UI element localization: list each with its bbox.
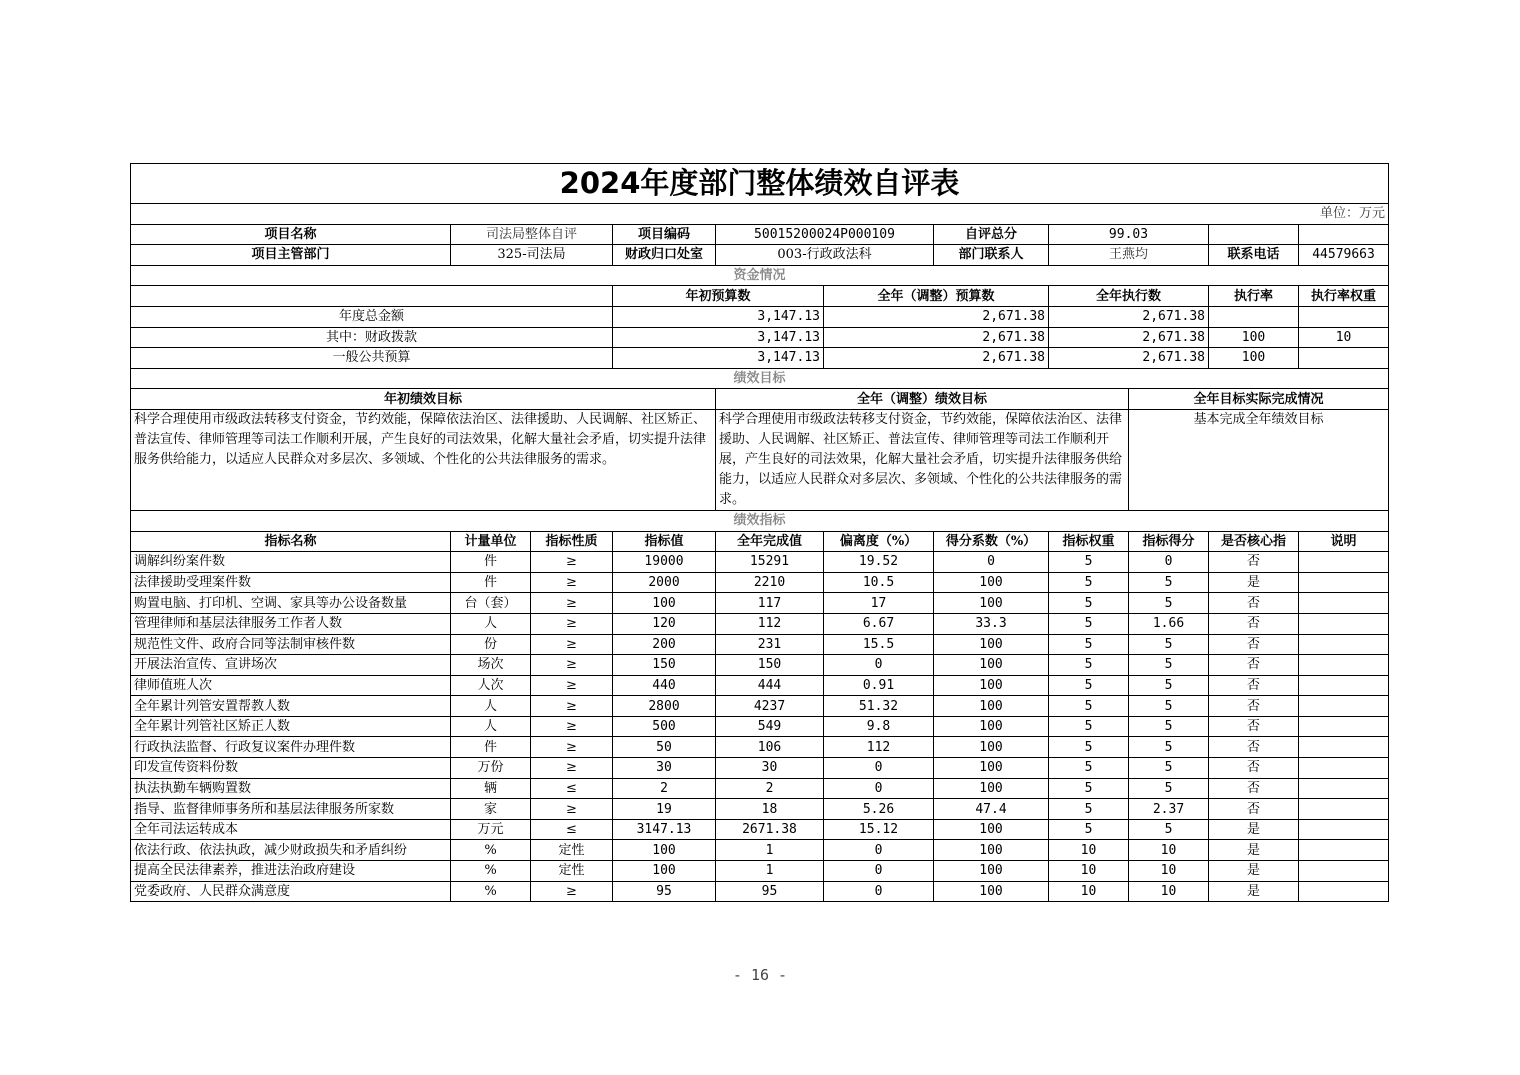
indicator-score: 10 [1129,881,1209,902]
indicator-unit: % [451,881,531,902]
indicator-score: 5 [1129,655,1209,676]
indicator-core: 否 [1209,593,1299,614]
indicator-coefficient: 100 [934,840,1049,861]
indicator-score: 5 [1129,572,1209,593]
indicator-core: 否 [1209,716,1299,737]
indicator-name: 指导、监督律师事务所和基层法律服务所家数 [131,799,451,820]
indicator-row [131,716,1389,737]
indicators-header: 指标名称 [131,531,451,552]
indicator-deviation: 0 [824,758,934,779]
indicator-name: 全年累计列管社区矫正人数 [131,716,451,737]
indicator-nature: ≥ [531,716,613,737]
indicator-target: 100 [613,840,716,861]
indicators-header: 全年完成值 [716,531,824,552]
indicator-coefficient: 100 [934,778,1049,799]
indicator-core: 否 [1209,552,1299,573]
indicator-nature: 定性 [531,861,613,882]
funds-executed: 2,671.38 [1049,327,1209,348]
indicator-coefficient: 100 [934,819,1049,840]
indicator-target: 19000 [613,552,716,573]
indicator-nature: ≥ [531,655,613,676]
indicator-weight: 5 [1049,552,1129,573]
indicator-name: 全年累计列管安置帮教人数 [131,696,451,717]
indicator-row [131,696,1389,717]
indicators-section-row [131,510,1389,531]
indicator-score: 5 [1129,819,1209,840]
indicator-score: 1.66 [1129,613,1209,634]
indicator-weight: 5 [1049,593,1129,614]
indicator-actual: 117 [716,593,824,614]
indicator-deviation: 0 [824,861,934,882]
funds-executed: 2,671.38 [1049,348,1209,369]
indicator-unit: 万份 [451,758,531,779]
funds-header: 执行率权重 [1299,286,1389,307]
indicator-unit: 件 [451,552,531,573]
indicator-note [1299,758,1389,779]
goals-section-row [131,368,1389,389]
indicator-name: 全年司法运转成本 [131,819,451,840]
indicator-target: 100 [613,861,716,882]
indicator-deviation: 0 [824,840,934,861]
indicator-target: 500 [613,716,716,737]
phone-label: 联系电话 [1209,245,1299,266]
indicator-weight: 5 [1049,634,1129,655]
indicator-target: 19 [613,799,716,820]
indicator-target: 2 [613,778,716,799]
indicator-note [1299,799,1389,820]
indicators-header: 是否核心指 [1209,531,1299,552]
indicator-row [131,655,1389,676]
indicator-name: 调解纠纷案件数 [131,552,451,573]
indicator-score: 10 [1129,861,1209,882]
goals-header-row [131,389,1389,410]
indicator-score: 0 [1129,552,1209,573]
goals-adjusted-header: 全年（调整）绩效目标 [716,389,1129,410]
contact-label: 部门联系人 [934,245,1049,266]
project-name-label: 项目名称 [131,224,451,245]
indicators-header: 指标值 [613,531,716,552]
indicator-note [1299,881,1389,902]
indicator-core: 否 [1209,758,1299,779]
funds-rate: 100 [1209,348,1299,369]
funds-header: 全年（调整）预算数 [824,286,1049,307]
indicator-name: 执法执勤车辆购置数 [131,778,451,799]
page-title: 2024年度部门整体绩效自评表 [131,164,1389,204]
indicator-nature: ≥ [531,758,613,779]
indicator-name: 党委政府、人民群众满意度 [131,881,451,902]
indicator-weight: 5 [1049,675,1129,696]
total-score-label: 自评总分 [934,224,1049,245]
indicator-weight: 10 [1049,881,1129,902]
indicator-core: 是 [1209,572,1299,593]
indicator-row [131,861,1389,882]
indicator-row [131,634,1389,655]
indicator-core: 否 [1209,778,1299,799]
indicator-weight: 5 [1049,819,1129,840]
indicator-unit: 人 [451,716,531,737]
funds-header: 执行率 [1209,286,1299,307]
indicator-row [131,593,1389,614]
indicator-deviation: 15.12 [824,819,934,840]
indicator-weight: 5 [1049,737,1129,758]
indicator-actual: 150 [716,655,824,676]
indicator-row [131,613,1389,634]
indicator-deviation: 0.91 [824,675,934,696]
indicator-target: 150 [613,655,716,676]
indicator-nature: ≥ [531,696,613,717]
indicator-note [1299,861,1389,882]
indicators-header: 指标性质 [531,531,613,552]
indicator-weight: 5 [1049,778,1129,799]
indicators-header: 计量单位 [451,531,531,552]
indicator-note [1299,552,1389,573]
funds-adjusted: 2,671.38 [824,327,1049,348]
indicator-unit: % [451,840,531,861]
indicator-target: 440 [613,675,716,696]
funds-weight [1299,348,1389,369]
performance-table [130,163,1389,902]
indicator-note [1299,819,1389,840]
indicator-row [131,881,1389,902]
finance-label: 财政归口处室 [613,245,716,266]
indicator-core: 否 [1209,737,1299,758]
indicators-header: 指标权重 [1049,531,1129,552]
indicator-nature: ≥ [531,634,613,655]
indicator-score: 5 [1129,716,1209,737]
total-score-value: 99.03 [1049,224,1209,245]
indicator-coefficient: 100 [934,737,1049,758]
indicator-target: 50 [613,737,716,758]
indicator-score: 10 [1129,840,1209,861]
indicator-note [1299,593,1389,614]
indicator-core: 否 [1209,655,1299,676]
indicator-coefficient: 100 [934,675,1049,696]
indicator-unit: 件 [451,572,531,593]
indicators-header: 偏离度（%） [824,531,934,552]
indicator-unit: 人次 [451,675,531,696]
indicator-row [131,572,1389,593]
indicator-unit: 台（套） [451,593,531,614]
indicator-deviation: 6.67 [824,613,934,634]
info-row-2 [131,245,1389,266]
indicator-row [131,819,1389,840]
goals-initial-header: 年初绩效目标 [131,389,716,410]
indicator-target: 200 [613,634,716,655]
funds-row-name: 一般公共预算 [131,348,613,369]
indicator-nature: ≥ [531,675,613,696]
indicator-core: 否 [1209,675,1299,696]
indicator-unit: 场次 [451,655,531,676]
indicator-unit: 件 [451,737,531,758]
info-row-1 [131,224,1389,245]
funds-section-title: 资金情况 [131,265,1389,286]
indicator-actual: 106 [716,737,824,758]
indicator-coefficient: 0 [934,552,1049,573]
indicator-target: 30 [613,758,716,779]
dept-label: 项目主管部门 [131,245,451,266]
indicator-nature: ≥ [531,613,613,634]
indicator-deviation: 19.52 [824,552,934,573]
indicator-weight: 5 [1049,716,1129,737]
page-number: - 16 - [732,966,788,984]
indicator-name: 购置电脑、打印机、空调、家具等办公设备数量 [131,593,451,614]
indicator-coefficient: 100 [934,655,1049,676]
indicator-nature: ≥ [531,572,613,593]
indicator-core: 否 [1209,696,1299,717]
funds-initial: 3,147.13 [613,306,824,327]
indicator-score: 5 [1129,696,1209,717]
indicator-note [1299,572,1389,593]
funds-header: 全年执行数 [1049,286,1209,307]
indicator-name: 印发宣传资料份数 [131,758,451,779]
contact-value: 王燕均 [1049,245,1209,266]
indicator-name: 律师值班人次 [131,675,451,696]
project-code-label: 项目编码 [613,224,716,245]
indicator-deviation: 0 [824,881,934,902]
indicator-unit: % [451,861,531,882]
goals-adjusted-text: 科学合理使用市级政法转移支付资金，节约效能，保障依法治区、法律援助、人民调解、社区矫正、普法宣传、律师管理等司法工作顺利开展，产生良好的司法效果，化解大量社会矛盾，切实提升法律服务供给能力，以适应人民群众对多层次、多领域、个性化的公共法律服务的需求。 [716,409,1129,510]
indicator-row [131,799,1389,820]
indicator-core: 是 [1209,881,1299,902]
indicator-nature: ≥ [531,881,613,902]
indicator-coefficient: 100 [934,881,1049,902]
indicator-coefficient: 47.4 [934,799,1049,820]
indicator-unit: 辆 [451,778,531,799]
indicator-target: 3147.13 [613,819,716,840]
indicator-coefficient: 100 [934,572,1049,593]
funds-adjusted: 2,671.38 [824,348,1049,369]
indicator-weight: 5 [1049,572,1129,593]
indicator-actual: 95 [716,881,824,902]
indicators-header: 得分系数（%） [934,531,1049,552]
indicator-row [131,840,1389,861]
indicator-weight: 10 [1049,840,1129,861]
indicator-note [1299,840,1389,861]
funds-rate: 100 [1209,327,1299,348]
indicator-target: 100 [613,593,716,614]
indicator-deviation: 10.5 [824,572,934,593]
goals-section-title: 绩效目标 [131,368,1389,389]
indicator-weight: 10 [1049,861,1129,882]
indicator-name: 规范性文件、政府合同等法制审核件数 [131,634,451,655]
indicator-core: 否 [1209,613,1299,634]
indicator-nature: 定性 [531,840,613,861]
indicator-note [1299,716,1389,737]
indicator-name: 行政执法监督、行政复议案件办理件数 [131,737,451,758]
indicator-coefficient: 100 [934,716,1049,737]
indicator-actual: 2671.38 [716,819,824,840]
indicator-deviation: 0 [824,778,934,799]
goals-initial-text: 科学合理使用市级政法转移支付资金，节约效能，保障依法治区、法律援助、人民调解、社区矫正、普法宣传、律师管理等司法工作顺利开展，产生良好的司法效果，化解大量社会矛盾，切实提升法律服务供给能力，以适应人民群众对多层次、多领域、个性化的公共法律服务的需求。 [131,409,716,510]
indicator-actual: 2 [716,778,824,799]
funds-row [131,306,1389,327]
funds-header: 年初预算数 [613,286,824,307]
indicator-coefficient: 33.3 [934,613,1049,634]
funds-row-name: 其中：财政拨款 [131,327,613,348]
dept-value: 325-司法局 [451,245,613,266]
indicator-actual: 231 [716,634,824,655]
indicator-unit: 份 [451,634,531,655]
goals-actual-text: 基本完成全年绩效目标 [1129,409,1389,510]
indicator-note [1299,696,1389,717]
indicator-unit: 万元 [451,819,531,840]
funds-rate [1209,306,1299,327]
indicator-name: 管理律师和基层法律服务工作者人数 [131,613,451,634]
indicator-nature: ≤ [531,819,613,840]
indicator-coefficient: 100 [934,593,1049,614]
indicators-header-row [131,531,1389,552]
indicator-note [1299,778,1389,799]
funds-row [131,327,1389,348]
indicator-nature: ≥ [531,552,613,573]
indicator-weight: 5 [1049,696,1129,717]
indicator-name: 法律援助受理案件数 [131,572,451,593]
indicator-actual: 112 [716,613,824,634]
indicator-actual: 15291 [716,552,824,573]
indicator-nature: ≥ [531,799,613,820]
indicator-deviation: 5.26 [824,799,934,820]
indicator-unit: 人 [451,613,531,634]
indicator-core: 否 [1209,634,1299,655]
indicator-core: 否 [1209,799,1299,820]
indicator-row [131,758,1389,779]
indicator-deviation: 0 [824,655,934,676]
indicator-row [131,552,1389,573]
indicators-header: 说明 [1299,531,1389,552]
funds-initial: 3,147.13 [613,348,824,369]
indicator-weight: 5 [1049,613,1129,634]
goals-actual-header: 全年目标实际完成情况 [1129,389,1389,410]
indicator-nature: ≥ [531,737,613,758]
indicator-score: 5 [1129,675,1209,696]
indicator-score: 5 [1129,593,1209,614]
indicator-nature: ≥ [531,593,613,614]
indicator-actual: 1 [716,840,824,861]
indicator-nature: ≤ [531,778,613,799]
unit-label: 单位：万元 [131,204,1389,225]
indicator-row [131,778,1389,799]
indicator-actual: 4237 [716,696,824,717]
indicator-deviation: 9.8 [824,716,934,737]
funds-header-row [131,286,1389,307]
indicator-unit: 人 [451,696,531,717]
indicator-note [1299,675,1389,696]
indicator-score: 5 [1129,778,1209,799]
indicator-score: 2.37 [1129,799,1209,820]
phone-value: 44579663 [1299,245,1389,266]
funds-weight [1299,306,1389,327]
project-code-value: 50015200024P000109 [716,224,934,245]
indicator-unit: 家 [451,799,531,820]
indicator-row [131,675,1389,696]
indicator-coefficient: 100 [934,758,1049,779]
indicator-weight: 5 [1049,655,1129,676]
indicator-core: 是 [1209,861,1299,882]
indicator-coefficient: 100 [934,861,1049,882]
indicator-core: 是 [1209,819,1299,840]
indicator-actual: 18 [716,799,824,820]
indicators-header: 指标得分 [1129,531,1209,552]
indicator-target: 2000 [613,572,716,593]
indicator-target: 120 [613,613,716,634]
indicator-score: 5 [1129,737,1209,758]
funds-executed: 2,671.38 [1049,306,1209,327]
indicator-deviation: 17 [824,593,934,614]
indicator-name: 依法行政、依法执政，减少财政损失和矛盾纠纷 [131,840,451,861]
indicator-actual: 30 [716,758,824,779]
funds-adjusted: 2,671.38 [824,306,1049,327]
indicator-weight: 5 [1049,799,1129,820]
indicator-actual: 2210 [716,572,824,593]
indicator-deviation: 112 [824,737,934,758]
finance-value: 003-行政政法科 [716,245,934,266]
funds-row [131,348,1389,369]
indicators-section-title: 绩效指标 [131,510,1389,531]
project-name-value: 司法局整体自评 [451,224,613,245]
indicator-score: 5 [1129,758,1209,779]
funds-weight: 10 [1299,327,1389,348]
goals-content-row [131,409,1389,510]
indicator-note [1299,737,1389,758]
indicator-coefficient: 100 [934,634,1049,655]
indicator-actual: 444 [716,675,824,696]
funds-initial: 3,147.13 [613,327,824,348]
indicator-name: 开展法治宣传、宣讲场次 [131,655,451,676]
indicator-actual: 549 [716,716,824,737]
indicator-actual: 1 [716,861,824,882]
indicator-row [131,737,1389,758]
indicator-coefficient: 100 [934,696,1049,717]
indicator-deviation: 51.32 [824,696,934,717]
indicator-note [1299,613,1389,634]
indicator-name: 提高全民法律素养，推进法治政府建设 [131,861,451,882]
indicator-note [1299,655,1389,676]
funds-row-name: 年度总金额 [131,306,613,327]
indicator-target: 2800 [613,696,716,717]
indicator-core: 是 [1209,840,1299,861]
indicator-deviation: 15.5 [824,634,934,655]
indicator-target: 95 [613,881,716,902]
indicator-score: 5 [1129,634,1209,655]
indicator-weight: 5 [1049,758,1129,779]
indicator-note [1299,634,1389,655]
